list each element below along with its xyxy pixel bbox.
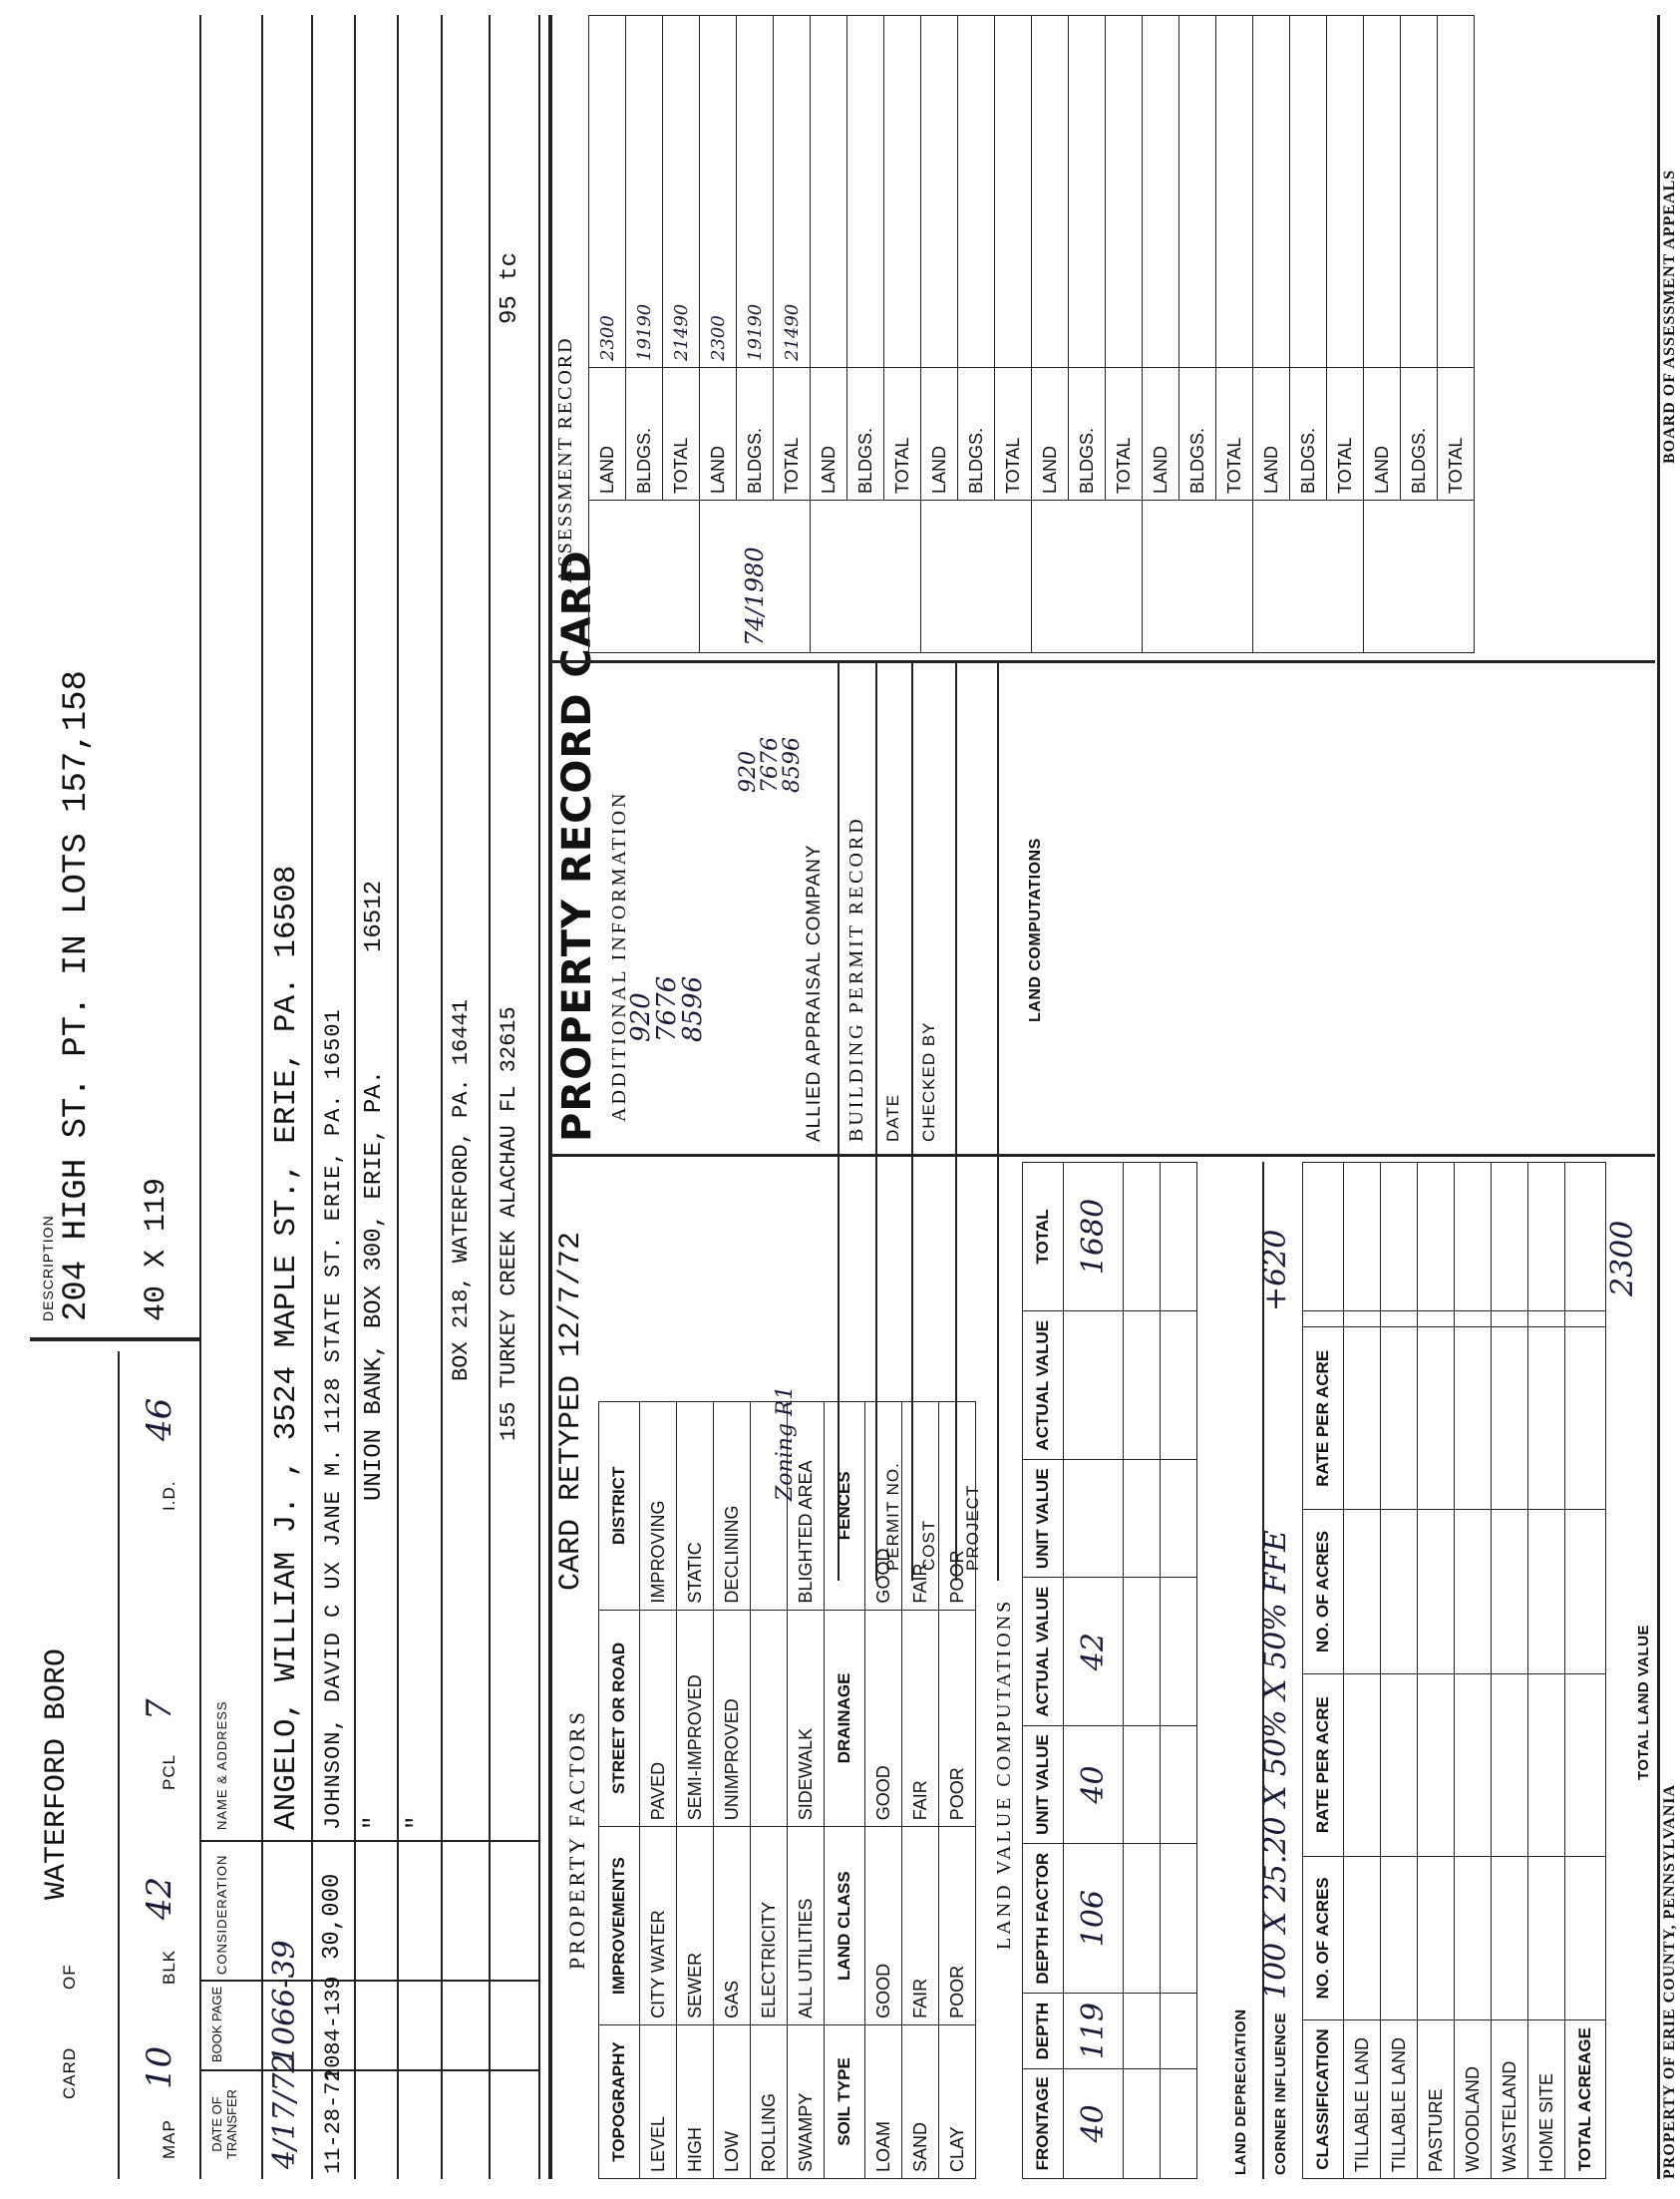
factor-cell: ELECTRICITY	[751, 1827, 788, 2025]
assessment-label: TOTAL	[995, 368, 1032, 501]
factor-cell: LOW	[714, 2024, 751, 2178]
factor-cell: DECLINING	[714, 1402, 751, 1611]
record-card-title: PROPERTY RECORD CARD	[554, 550, 600, 1142]
factor-cell: SEMI-IMPROVED	[677, 1610, 714, 1827]
description-line1: 204 HIGH ST. PT. IN LOTS 157,158	[58, 670, 96, 1321]
lv-header: UNIT VALUE	[1023, 1726, 1064, 1843]
transfer-name: "	[404, 1815, 431, 1830]
lv-header: UNIT VALUE	[1023, 1460, 1064, 1577]
factor-cell: ALL UTILITIES	[788, 1827, 825, 2025]
municipality: WATERFORD BORO	[40, 1648, 74, 1900]
class-header: RATE PER ACRE	[1303, 1673, 1344, 1856]
hand-value: 7676	[652, 975, 682, 1042]
corner-influence: CORNER INFLUENCE	[1272, 2012, 1289, 2175]
corner-total: +620	[1258, 1229, 1293, 1311]
description-line2: 40 X 119	[140, 1177, 173, 1321]
map-label: MAP	[160, 2119, 178, 2159]
factor-cell: FAIR	[902, 1610, 939, 1827]
factor-cell: SAND	[902, 2024, 939, 2178]
transfer-name: 155 TURKEY CREEK ALACHAU FL 32615	[497, 1006, 521, 1441]
factor-cell: GAS	[714, 1827, 751, 2025]
factors-table	[598, 1401, 976, 2179]
assessment-label: TOTAL	[663, 368, 700, 501]
transfer-consideration: 30,000	[319, 1873, 346, 1960]
assessment-label: BLDGS.	[1290, 368, 1327, 501]
lv-cell: 1680	[1064, 1163, 1124, 1311]
name-header: NAME & ADDRESS	[214, 1700, 229, 1830]
assessment-label: TOTAL	[774, 368, 811, 501]
building-permit-title: BUILDING PERMIT RECORD	[845, 816, 867, 1142]
pcl-value: 7	[140, 1698, 179, 1720]
class-row: TILLABLE LAND	[1344, 2020, 1381, 2179]
assessment-label: BLDGS.	[1069, 368, 1106, 501]
factor-cell: BLIGHTED AREA	[788, 1402, 825, 1611]
total-land-value: 2300	[1605, 1220, 1640, 1296]
permit-no-label: PERMIT NO.	[883, 1462, 902, 1571]
transfer-name: JOHNSON, DAVID C UX JANE M. 1128 STATE ST. ERIE, PA. 16501	[321, 1008, 346, 1830]
transfer-zip: 95 tc	[497, 251, 523, 324]
land-value-table	[1022, 1162, 1197, 2179]
assessment-table	[588, 15, 1475, 653]
assessment-label: BLDGS.	[958, 368, 995, 501]
cost-label: COST	[919, 1519, 938, 1571]
transfer-name: BOX 218, WATERFORD, PA. 16441	[449, 999, 474, 1381]
handwritten-values	[628, 976, 706, 1042]
pcl-label: PCL	[160, 1753, 178, 1790]
consideration-header: CONSIDERATION	[214, 1854, 229, 1975]
factor-cell: HIGH	[677, 2024, 714, 2178]
lv-header: ACTUAL VALUE	[1023, 1577, 1064, 1725]
total-land-value-label: TOTAL LAND VALUE	[1635, 1624, 1652, 1780]
appraisal-company: ALLIED APPRAISAL COMPANY	[804, 844, 825, 1142]
class-header: NO. OF ACRES	[1303, 1510, 1344, 1673]
footer-left: PROPERTY OF ERIE COUNTY, PENNSYLVANIA	[1661, 1783, 1678, 2179]
class-header: CLASSIFICATION	[1303, 2020, 1344, 2179]
project-label: PROJECT	[963, 1484, 982, 1571]
assessment-label: LAND	[700, 368, 737, 501]
factor-header: FENCES	[825, 1402, 865, 1611]
lv-header: TOTAL	[1023, 1163, 1064, 1311]
factor-cell: PAVED	[640, 1610, 677, 1827]
lv-cell: 42	[1064, 1577, 1124, 1725]
assessment-label: LAND	[1364, 368, 1401, 501]
id-label: I.D.	[160, 1480, 178, 1511]
assessment-label: TOTAL	[884, 368, 921, 501]
additional-info: ADDITIONAL INFORMATION	[608, 790, 630, 1122]
assessment-label: BLDGS.	[1179, 368, 1216, 501]
transfer-book: 1084-139	[321, 1976, 346, 2081]
factor-cell: POOR	[939, 1827, 976, 2025]
class-row: HOME SITE	[1528, 2020, 1565, 2179]
lv-cell: 40	[1064, 2068, 1124, 2178]
factor-cell: LOAM	[865, 2024, 902, 2178]
land-value-title: LAND VALUE COMPUTATIONS	[993, 1598, 1015, 1950]
corner-value: 100 X 25.20 X 50% X 50% FFE	[1258, 1530, 1293, 2000]
transfer-extra: UNION BANK, BOX 300, ERIE, PA.	[361, 1069, 388, 1501]
factor-cell: GOOD	[865, 1610, 902, 1827]
assessment-label: LAND	[1143, 368, 1179, 501]
class-row: TILLABLE LAND	[1381, 2020, 1418, 2179]
assessment-label: LAND	[921, 368, 958, 501]
book-header: BOOK PAGE	[209, 1986, 224, 2063]
class-row: PASTURE	[1418, 2020, 1455, 2179]
factor-cell: CITY WATER	[640, 1827, 677, 2025]
date-header: DATE OF TRANSFER	[209, 2088, 239, 2160]
factor-header: IMPROVEMENTS	[599, 1827, 640, 2025]
class-header: RATE PER ACRE	[1303, 1327, 1344, 1510]
factor-cell: SIDEWALK	[788, 1610, 825, 1827]
factor-cell: FAIR	[902, 1402, 939, 1611]
description-label: DESCRIPTION	[40, 1215, 56, 1321]
blk-label: BLK	[160, 1949, 178, 1985]
transfer-zip: 16512	[361, 880, 388, 952]
assessment-label: LAND	[1032, 368, 1069, 501]
assessment-year: 74/1980	[700, 501, 811, 653]
transfer-date: 11-28-72	[321, 2068, 346, 2174]
lv-header: FRONTAGE	[1023, 2068, 1064, 2178]
classification-table	[1302, 1162, 1606, 2179]
assessment-value: 2300	[700, 16, 737, 368]
assessment-label: BLDGS.	[847, 368, 884, 501]
date-label: DATE	[883, 1093, 902, 1142]
assessment-label: BLDGS.	[626, 368, 663, 501]
assessment-value: 2300	[589, 16, 626, 368]
factor-cell: CLAY	[939, 2024, 976, 2178]
factor-header: DISTRICT	[599, 1402, 640, 1611]
checked-by-label: CHECKED BY	[919, 1021, 938, 1142]
handwritten-values-b	[738, 737, 804, 793]
land-computations: LAND COMPUTATIONS	[1027, 838, 1044, 1022]
lv-cell: 40	[1064, 1726, 1124, 1843]
footer-right: BOARD OF ASSESSMENT APPEALS	[1661, 169, 1678, 464]
assessment-title: ASSESSMENT RECORD	[554, 336, 576, 583]
card-retyped: CARD RETYPED 12/7/72	[554, 1231, 588, 1591]
factors-title: PROPERTY FACTORS	[564, 1709, 589, 1970]
factor-cell: GOOD	[865, 1827, 902, 2025]
of-label: OF	[60, 1964, 79, 1990]
hand-value: 920	[626, 992, 656, 1042]
assessment-value: 21490	[774, 16, 811, 368]
factor-cell: POOR	[939, 1402, 976, 1611]
hand-value: 920	[736, 751, 761, 793]
factor-cell: UNIMPROVED	[714, 1610, 751, 1827]
factor-cell: IMPROVING	[640, 1402, 677, 1611]
assessment-label: TOTAL	[1327, 368, 1364, 501]
lv-header: DEPTH	[1023, 1994, 1064, 2068]
factor-cell: GOOD	[865, 1402, 902, 1611]
transfer-book: 1066-39	[267, 1940, 302, 2064]
assessment-year	[589, 501, 700, 653]
hand-value: 7676	[758, 737, 783, 793]
total-acreage: TOTAL ACREAGE	[1565, 2020, 1606, 2179]
hand-value: 8596	[780, 737, 805, 793]
map-value: 10	[140, 2045, 179, 2089]
transfer-name: "	[361, 1815, 388, 1830]
transfer-date: 4/17/72	[267, 2053, 302, 2169]
factor-header: TOPOGRAPHY	[599, 2024, 640, 2178]
factor-cell	[751, 1610, 788, 1827]
assessment-label: LAND	[811, 368, 847, 501]
assessment-label: TOTAL	[1438, 368, 1475, 501]
class-row: WASTELAND	[1492, 2020, 1528, 2179]
assessment-value: 19190	[626, 16, 663, 368]
card-label: CARD	[60, 2046, 79, 2099]
hand-value: 8596	[678, 975, 708, 1042]
lv-cell: 106	[1064, 1843, 1124, 1994]
factor-cell: ROLLING	[751, 2024, 788, 2178]
factor-cell: FAIR	[902, 1827, 939, 2025]
id-value: 46	[140, 1397, 179, 1441]
assessment-value: 21490	[663, 16, 700, 368]
assessment-label: TOTAL	[1216, 368, 1253, 501]
factor-cell: LEVEL	[640, 2024, 677, 2178]
class-row: WOODLAND	[1455, 2020, 1492, 2179]
assessment-label: TOTAL	[1106, 368, 1143, 501]
land-depreciation: LAND DEPRECIATION	[1232, 2009, 1249, 2175]
assessment-label: LAND	[589, 368, 626, 501]
lv-header: ACTUAL VALUE	[1023, 1311, 1064, 1460]
factor-cell: SWAMPY	[788, 2024, 825, 2178]
transfer-name: ANGELO, WILLIAM J. , 3524 MAPLE ST., ERIE, PA. 16508	[269, 865, 304, 1830]
lv-header: DEPTH FACTOR	[1023, 1843, 1064, 1994]
assessment-label: LAND	[1253, 368, 1290, 501]
class-header: NO. OF ACRES	[1303, 1856, 1344, 2019]
assessment-label: BLDGS.	[1401, 368, 1438, 501]
lv-cell: 119	[1064, 1994, 1124, 2068]
factor-header: LAND CLASS	[825, 1827, 865, 2025]
factor-header: STREET OR ROAD	[599, 1610, 640, 1827]
blk-value: 42	[140, 1876, 179, 1920]
assessment-label: BLDGS.	[737, 368, 774, 501]
zoning-note: Zoning R1	[773, 1385, 798, 1501]
factor-header: DRAINAGE	[825, 1610, 865, 1827]
factor-header: SOIL TYPE	[825, 2024, 865, 2178]
assessment-value: 19190	[737, 16, 774, 368]
factor-cell: POOR	[939, 1610, 976, 1827]
factor-cell: SEWER	[677, 1827, 714, 2025]
factor-cell: STATIC	[677, 1402, 714, 1611]
